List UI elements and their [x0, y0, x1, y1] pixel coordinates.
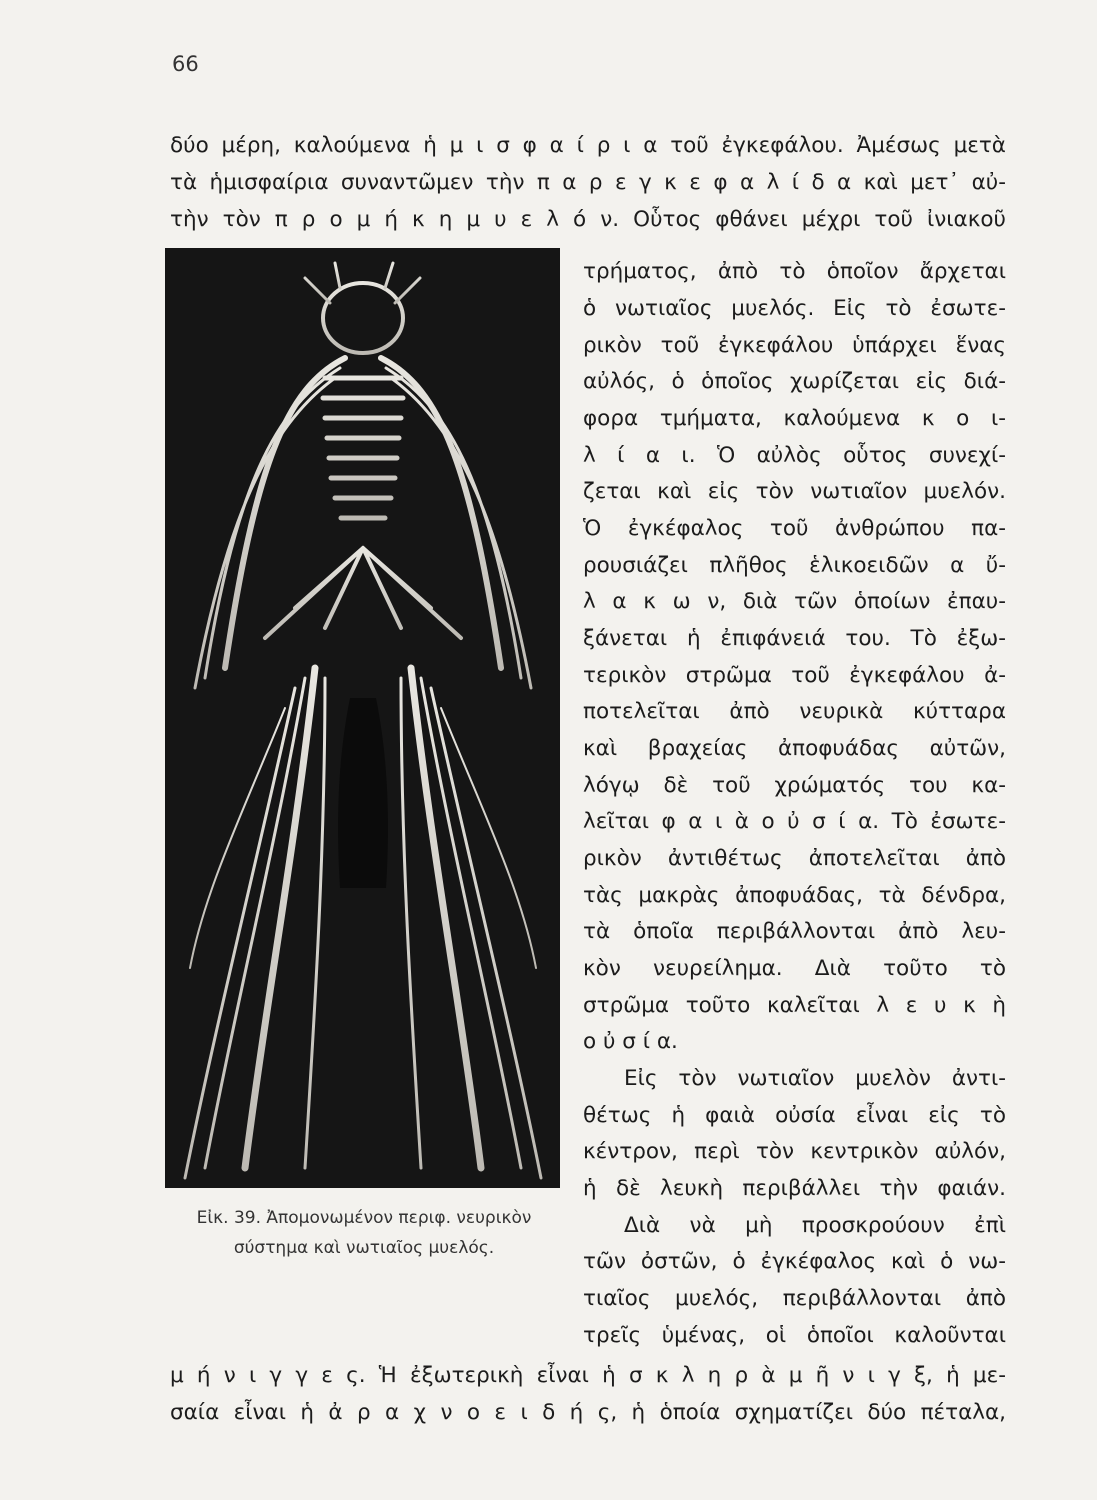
figure-caption — [160, 1203, 568, 1263]
text-line: δύο μέρη, καλούμενα ἡ μ ι σ φ α ί ρ ι α τοῦ ἐγκεφάλου. Ἀμέσως μετὰ — [170, 133, 1006, 158]
text-line: κὸν νευρείλημα. Διὰ τοῦτο τὸ — [583, 956, 1006, 981]
text-line: στρῶμα τοῦτο καλεῖται λ ε υ κ ὴ — [583, 993, 1006, 1018]
text-line: λ α κ ω ν, διὰ τῶν ὁποίων ἐπαυ- — [583, 589, 1006, 614]
nervous-system-figure — [165, 248, 560, 1188]
text-line: ρικὸν τοῦ ἐγκεφάλου ὑπάρχει ἕνας — [583, 333, 1006, 358]
text-line: τὰ ἡμισφαίρια συναντῶμεν τὴν π α ρ ε γ κ ε φ α λ ί δ α καὶ μετ᾿ αὐ- — [170, 170, 1006, 195]
text-line: αὐλός, ὁ ὁποῖος χωρίζεται εἰς διά- — [583, 369, 1006, 394]
text-line: ποτελεῖται ἀπὸ νευρικὰ κύτταρα — [583, 699, 1006, 724]
text-line: λ ί α ι. Ὁ αὐλὸς οὗτος συνεχί- — [583, 443, 1006, 468]
text-line: τρήματος, ἀπὸ τὸ ὁποῖον ἄρχεται — [583, 259, 1006, 284]
text-line: ζεται καὶ εἰς τὸν νωτιαῖον μυελόν. — [583, 479, 1006, 504]
text-line: καὶ βραχείας ἀποφυάδας αὐτῶν, — [583, 736, 1006, 761]
text-line: λεῖται φ α ι ὰ ο ὐ σ ί α. Τὸ ἐσωτε- — [583, 809, 1006, 834]
text-line: θέτως ἡ φαιὰ οὐσία εἶναι εἰς τὸ — [583, 1103, 1006, 1128]
text-line: σαία εἶναι ἡ ἀ ρ α χ ν ο ε ι δ ή ς, ἡ ὁποία σχηματίζει δύο πέταλα, — [170, 1400, 1006, 1425]
text-line: μ ή ν ι γ γ ε ς. Ἡ ἐξωτερικὴ εἶναι ἡ σ κ λ η ρ ὰ μ ῆ ν ι γ ξ, ἡ με- — [170, 1363, 1006, 1388]
text-line: τὰς μακρὰς ἀποφυάδας, τὰ δένδρα, — [583, 883, 1006, 908]
text-line: ξάνεται ἡ ἐπιφάνειά του. Τὸ ἐξω- — [583, 626, 1006, 651]
text-line: Ὁ ἐγκέφαλος τοῦ ἀνθρώπου πα- — [583, 516, 1006, 541]
text-line: Διὰ νὰ μὴ προσκρούουν ἐπὶ — [624, 1213, 1006, 1238]
text-line: κέντρον, περὶ τὸν κεντρικὸν αὐλόν, — [583, 1139, 1006, 1164]
text-line: Εἰς τὸν νωτιαῖον μυελὸν ἀντι- — [624, 1066, 1006, 1091]
text-line: τρεῖς ὑμένας, οἱ ὁποῖοι καλοῦνται — [583, 1323, 1006, 1348]
text-line: φορα τμήματα, καλούμενα κ ο ι- — [583, 406, 1006, 431]
text-line: ρικὸν ἀντιθέτως ἀποτελεῖται ἀπὸ — [583, 846, 1006, 871]
text-line: λόγῳ δὲ τοῦ χρώματός του κα- — [583, 773, 1006, 798]
text-line: ἡ δὲ λευκὴ περιβάλλει τὴν φαιάν. — [583, 1176, 1006, 1201]
text-line: ρουσιάζει πλῆθος ἑλικοειδῶν α ὔ- — [583, 553, 1006, 578]
text-line: τὰ ὁποῖα περιβάλλονται ἀπὸ λευ- — [583, 919, 1006, 944]
page-number: 66 — [172, 52, 199, 76]
text-line: τιαῖος μυελός, περιβάλλονται ἀπὸ — [583, 1286, 1006, 1311]
figure-caption-line: Εἰκ. 39. Ἀπομονωμένον περιφ. νευρικὸν — [196, 1208, 532, 1228]
text-line: τὴν τὸν π ρ ο μ ή κ η μ υ ε λ ό ν. Οὗτος φθάνει μέχρι τοῦ ἰνιακοῦ — [170, 207, 1006, 232]
text-line: ο ὐ σ ί α. — [583, 1029, 678, 1054]
figure-caption-line: σύστημα καὶ νωτιαῖος μυελός. — [233, 1238, 495, 1258]
text-line: τερικὸν στρῶμα τοῦ ἐγκεφάλου ἀ- — [583, 663, 1006, 688]
text-line: ὁ νωτιαῖος μυελός. Εἰς τὸ ἐσωτε- — [583, 296, 1006, 321]
text-line: τῶν ὀστῶν, ὁ ἐγκέφαλος καὶ ὁ νω- — [583, 1249, 1006, 1274]
nervous-system-illustration — [165, 248, 560, 1188]
